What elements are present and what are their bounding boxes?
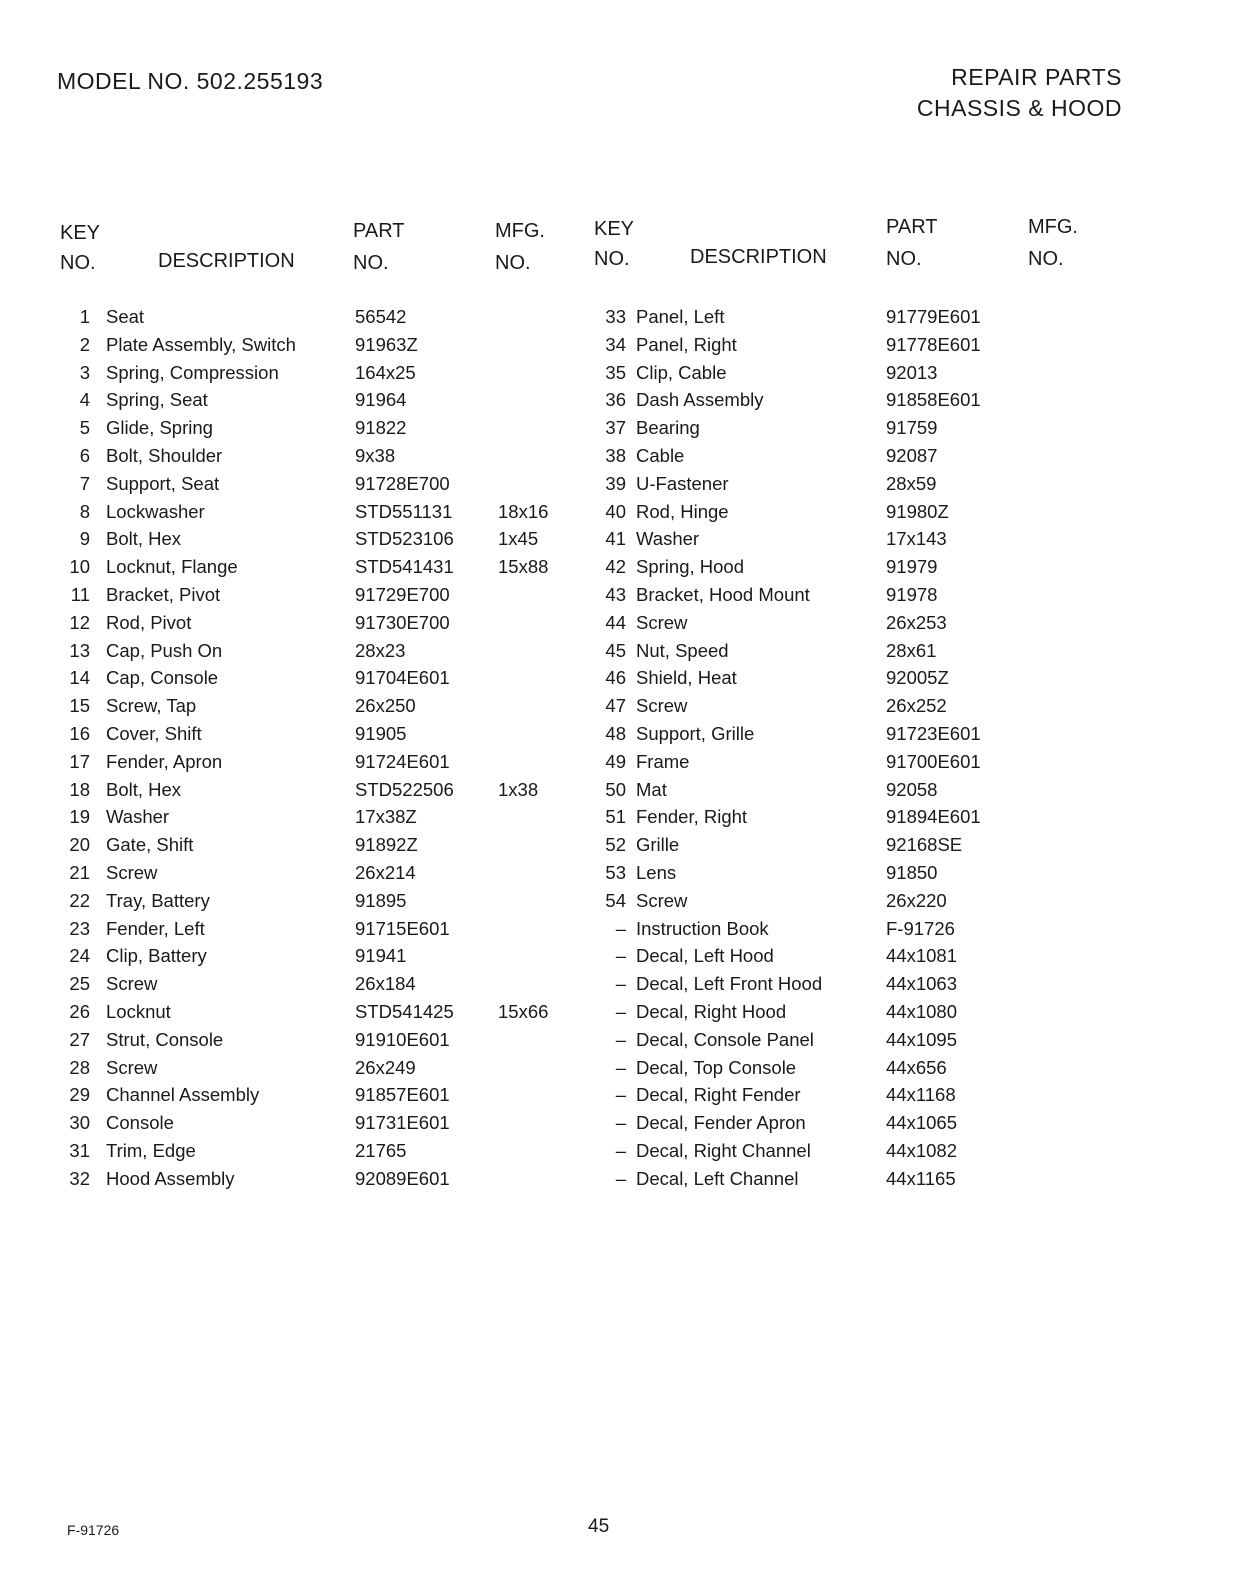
row-part-no: 164x25	[355, 361, 416, 383]
row-description: Screw	[106, 1056, 158, 1078]
row-key-no: 51	[605, 806, 626, 828]
row-description: Bracket, Hood Mount	[636, 583, 810, 605]
row-part-no: 91731E601	[355, 1112, 450, 1134]
row-mfg-no: 1x45	[498, 528, 539, 550]
row-key-no: 41	[605, 528, 626, 550]
document-code: F-91726	[67, 1522, 120, 1538]
table-row	[60, 473, 620, 501]
table-row	[60, 779, 620, 807]
header-part-line1: PART	[886, 216, 938, 238]
row-key-no: 2	[79, 333, 90, 355]
row-key-no: 17	[69, 750, 90, 772]
table-row	[594, 556, 1154, 584]
row-part-no: 44x1082	[886, 1139, 957, 1161]
table-row	[594, 695, 1154, 723]
parts-rows-left	[60, 306, 620, 1196]
row-description: Screw	[106, 973, 158, 995]
table-row	[60, 695, 620, 723]
header-mfg-line1: MFG.	[1028, 216, 1078, 238]
row-description: Spring, Hood	[636, 556, 744, 578]
table-row	[594, 945, 1154, 973]
row-description: Screw, Tap	[106, 695, 197, 717]
row-part-no: 28x59	[886, 472, 937, 494]
row-part-no: 91963Z	[355, 333, 418, 355]
header-part-line1: PART	[353, 220, 405, 242]
row-description: Clip, Battery	[106, 945, 207, 967]
row-part-no: 91979	[886, 556, 938, 578]
table-row	[60, 612, 620, 640]
row-key-no: 33	[605, 306, 626, 327]
row-key-no: 9	[79, 528, 90, 550]
table-row	[594, 501, 1154, 529]
row-key-no: –	[615, 1028, 626, 1050]
row-description: Spring, Compression	[106, 361, 279, 383]
row-description: Bearing	[636, 417, 700, 439]
table-row	[60, 306, 620, 334]
section-title	[917, 62, 1122, 124]
row-description: Cable	[636, 444, 685, 466]
row-key-no: 37	[605, 417, 626, 439]
row-part-no: 44x1165	[886, 1167, 956, 1189]
row-description: Screw	[106, 861, 158, 883]
row-part-no: 91850	[886, 861, 938, 883]
row-part-no: 91858E601	[886, 389, 981, 411]
table-row	[60, 1140, 620, 1168]
row-description: Clip, Cable	[636, 361, 727, 383]
header-key-line1: KEY	[60, 222, 101, 244]
row-key-no: –	[615, 1000, 626, 1022]
row-description: Decal, Left Channel	[636, 1167, 799, 1189]
row-key-no: 38	[605, 444, 626, 466]
table-row	[60, 806, 620, 834]
table-header-right	[594, 216, 1154, 306]
table-row	[60, 890, 620, 918]
row-part-no: 44x1065	[886, 1112, 957, 1134]
row-key-no: 47	[605, 695, 626, 717]
row-description: Washer	[106, 806, 170, 828]
row-key-no: 3	[79, 361, 90, 383]
row-key-no: 45	[605, 639, 626, 661]
row-key-no: 4	[79, 389, 90, 411]
table-row	[594, 918, 1154, 946]
row-description: Instruction Book	[636, 917, 769, 939]
row-key-no: 23	[69, 917, 90, 939]
table-row	[594, 389, 1154, 417]
table-row	[594, 973, 1154, 1001]
table-row	[60, 973, 620, 1001]
row-part-no: 91895	[355, 889, 407, 911]
row-key-no: 19	[69, 806, 90, 828]
row-description: Decal, Left Front Hood	[636, 973, 823, 995]
table-row	[60, 1168, 620, 1196]
row-description: Seat	[106, 306, 145, 327]
table-row	[60, 417, 620, 445]
table-row	[60, 584, 620, 612]
row-description: Shield, Heat	[636, 667, 737, 689]
row-part-no: STD541431	[355, 556, 454, 578]
row-key-no: 12	[69, 611, 90, 633]
table-row	[594, 667, 1154, 695]
row-key-no: –	[615, 973, 626, 995]
row-key-no: 10	[69, 556, 90, 578]
row-mfg-no: 18x16	[498, 500, 549, 522]
row-description: Bolt, Hex	[106, 528, 182, 550]
row-key-no: 48	[605, 722, 626, 744]
row-part-no: 26x220	[886, 889, 947, 911]
row-key-no: 42	[605, 556, 626, 578]
row-mfg-no: 15x66	[498, 1000, 549, 1022]
row-key-no: 15	[69, 695, 90, 717]
table-row	[594, 417, 1154, 445]
row-description: Decal, Fender Apron	[636, 1112, 806, 1134]
row-description: Bolt, Hex	[106, 778, 182, 800]
row-part-no: 91779E601	[886, 306, 981, 327]
row-description: Panel, Right	[636, 333, 737, 355]
table-row	[60, 501, 620, 529]
row-part-no: 91704E601	[355, 667, 450, 689]
header-mfg-line1: MFG.	[495, 220, 545, 242]
row-description: Screw	[636, 611, 688, 633]
row-key-no: 22	[69, 889, 90, 911]
table-row	[60, 834, 620, 862]
row-key-no: 24	[69, 945, 90, 967]
row-part-no: 26x252	[886, 695, 947, 717]
table-row	[594, 1001, 1154, 1029]
row-description: Channel Assembly	[106, 1084, 260, 1106]
row-key-no: 5	[79, 417, 90, 439]
row-key-no: –	[615, 945, 626, 967]
table-row	[594, 1029, 1154, 1057]
row-part-no: 91941	[355, 945, 407, 967]
table-row	[60, 445, 620, 473]
row-part-no: 44x1168	[886, 1084, 956, 1106]
header-mfg-line2: NO.	[495, 252, 531, 274]
row-part-no: 91822	[355, 417, 407, 439]
table-row	[60, 1084, 620, 1112]
table-row	[594, 1112, 1154, 1140]
row-part-no: 92089E601	[355, 1167, 450, 1189]
section-title-line2: CHASSIS & HOOD	[916, 95, 1122, 121]
row-part-no: 91723E601	[886, 722, 981, 744]
row-description: Decal, Top Console	[636, 1056, 797, 1078]
row-part-no: STD523106	[355, 528, 454, 550]
row-key-no: 18	[69, 778, 90, 800]
table-header-left	[60, 216, 620, 306]
header-description: DESCRIPTION	[158, 250, 295, 272]
row-description: Fender, Apron	[106, 750, 223, 772]
row-part-no: 91730E700	[355, 611, 450, 633]
row-description: U-Fastener	[636, 472, 729, 494]
parts-table-right	[594, 216, 1154, 1196]
table-row	[60, 556, 620, 584]
table-row	[594, 584, 1154, 612]
row-key-no: 50	[605, 778, 626, 800]
table-row	[60, 667, 620, 695]
row-description: Washer	[636, 528, 700, 550]
row-key-no: –	[615, 1167, 626, 1189]
table-row	[594, 612, 1154, 640]
row-part-no: 9x38	[355, 444, 396, 466]
row-description: Strut, Console	[106, 1028, 224, 1050]
row-key-no: 16	[69, 722, 90, 744]
row-part-no: 44x656	[886, 1056, 947, 1078]
parts-rows-right	[594, 306, 1154, 1196]
row-description: Support, Seat	[106, 472, 220, 494]
row-part-no: 26x184	[355, 973, 416, 995]
row-part-no: 28x23	[355, 639, 406, 661]
row-description: Tray, Battery	[106, 889, 210, 911]
row-key-no: –	[615, 1112, 626, 1134]
row-part-no: 91910E601	[355, 1028, 450, 1050]
row-key-no: 7	[79, 472, 90, 494]
row-description: Locknut, Flange	[106, 556, 238, 578]
table-row	[60, 918, 620, 946]
table-row	[594, 779, 1154, 807]
row-description: Plate Assembly, Switch	[106, 333, 296, 355]
table-row	[60, 945, 620, 973]
header-mfg-line2: NO.	[1028, 248, 1064, 270]
row-description: Bracket, Pivot	[106, 583, 221, 605]
row-description: Gate, Shift	[106, 834, 194, 856]
row-part-no: F-91726	[886, 917, 955, 939]
row-part-no: 17x38Z	[355, 806, 417, 828]
row-description: Decal, Console Panel	[636, 1028, 814, 1050]
table-row	[594, 834, 1154, 862]
row-part-no: 91978	[886, 583, 938, 605]
row-key-no: –	[615, 917, 626, 939]
row-part-no: 92087	[886, 444, 938, 466]
row-part-no: 91857E601	[355, 1084, 450, 1106]
row-description: Hood Assembly	[106, 1167, 235, 1189]
row-description: Fender, Right	[636, 806, 748, 828]
row-part-no: 26x249	[355, 1056, 416, 1078]
row-part-no: 44x1095	[886, 1028, 957, 1050]
row-key-no: 27	[69, 1028, 90, 1050]
row-description: Cap, Console	[106, 667, 219, 689]
table-row	[594, 862, 1154, 890]
row-key-no: 13	[69, 639, 90, 661]
row-key-no: –	[615, 1056, 626, 1078]
table-row	[594, 445, 1154, 473]
row-part-no: STD522506	[355, 778, 454, 800]
table-row	[60, 389, 620, 417]
table-row	[60, 1057, 620, 1085]
row-key-no: 25	[69, 973, 90, 995]
row-description: Lockwasher	[106, 500, 205, 522]
row-description: Decal, Left Hood	[636, 945, 774, 967]
row-description: Decal, Right Fender	[636, 1084, 801, 1106]
row-part-no: 91894E601	[886, 806, 981, 828]
row-description: Screw	[636, 889, 688, 911]
row-part-no: 91892Z	[355, 834, 418, 856]
header-key-line2: NO.	[594, 248, 630, 270]
row-part-no: 26x250	[355, 695, 416, 717]
row-description: Glide, Spring	[106, 417, 213, 439]
row-key-no: 8	[79, 500, 90, 522]
row-part-no: STD551131	[355, 500, 453, 522]
table-row	[594, 1140, 1154, 1168]
row-description: Lens	[636, 861, 677, 883]
table-row	[60, 1001, 620, 1029]
row-description: Fender, Left	[106, 917, 205, 939]
parts-table-left	[60, 216, 620, 1196]
row-part-no: 92005Z	[886, 667, 949, 689]
table-row	[594, 334, 1154, 362]
table-row	[594, 362, 1154, 390]
header-part-line2: NO.	[353, 252, 389, 274]
row-part-no: 91778E601	[886, 333, 981, 355]
row-key-no: 30	[69, 1112, 90, 1134]
table-row	[594, 1057, 1154, 1085]
row-description: Panel, Left	[636, 306, 725, 327]
row-key-no: 21	[69, 861, 90, 883]
row-part-no: 91700E601	[886, 750, 981, 772]
row-part-no: 44x1080	[886, 1000, 957, 1022]
row-key-no: –	[615, 1139, 626, 1161]
row-key-no: 31	[69, 1139, 90, 1161]
table-row	[594, 751, 1154, 779]
row-part-no: 28x61	[886, 639, 937, 661]
table-row	[60, 1029, 620, 1057]
row-key-no: 43	[605, 583, 626, 605]
row-description: Console	[106, 1112, 174, 1134]
row-part-no: STD541425	[355, 1000, 454, 1022]
table-row	[594, 473, 1154, 501]
table-row	[594, 1168, 1154, 1196]
row-mfg-no: 15x88	[498, 556, 549, 578]
row-description: Decal, Right Channel	[636, 1139, 811, 1161]
row-description: Grille	[636, 834, 680, 856]
row-description: Decal, Right Hood	[636, 1000, 787, 1022]
row-description: Screw	[636, 695, 688, 717]
header-key-line2: NO.	[60, 252, 96, 274]
table-row	[594, 890, 1154, 918]
row-part-no: 91728E700	[355, 472, 450, 494]
row-description: Frame	[636, 750, 690, 772]
row-description: Mat	[636, 778, 667, 800]
table-row	[594, 1084, 1154, 1112]
row-mfg-no: 1x38	[498, 778, 539, 800]
table-row	[60, 1112, 620, 1140]
row-key-no: 6	[79, 444, 90, 466]
row-key-no: 54	[605, 889, 626, 911]
table-row	[594, 528, 1154, 556]
row-key-no: 44	[605, 611, 626, 633]
row-description: Spring, Seat	[106, 389, 208, 411]
row-part-no: 91980Z	[886, 500, 949, 522]
row-key-no: –	[615, 1084, 626, 1106]
row-key-no: 29	[69, 1084, 90, 1106]
row-part-no: 21765	[355, 1139, 407, 1161]
header-description: DESCRIPTION	[690, 246, 827, 268]
row-part-no: 44x1063	[886, 973, 957, 995]
row-part-no: 92013	[886, 361, 938, 383]
row-part-no: 26x214	[355, 861, 416, 883]
table-row	[594, 306, 1154, 334]
header-key-line1: KEY	[594, 218, 635, 240]
row-key-no: 26	[69, 1000, 90, 1022]
row-key-no: 46	[605, 667, 626, 689]
model-number: MODEL NO. 502.255193	[57, 68, 324, 94]
row-key-no: 36	[605, 389, 626, 411]
row-key-no: 11	[70, 583, 90, 605]
table-row	[60, 723, 620, 751]
row-description: Locknut	[106, 1000, 171, 1022]
row-part-no: 92168SE	[886, 834, 963, 856]
row-key-no: 32	[69, 1167, 90, 1189]
row-key-no: 49	[605, 750, 626, 772]
row-description: Rod, Pivot	[106, 611, 192, 633]
table-row	[60, 528, 620, 556]
table-row	[594, 640, 1154, 668]
row-key-no: 40	[605, 500, 626, 522]
table-row	[60, 862, 620, 890]
row-part-no: 91964	[355, 389, 407, 411]
row-part-no: 91759	[886, 417, 938, 439]
row-part-no: 44x1081	[886, 945, 957, 967]
row-key-no: 1	[79, 306, 90, 327]
row-key-no: 20	[69, 834, 90, 856]
row-key-no: 53	[605, 861, 626, 883]
table-row	[594, 723, 1154, 751]
table-row	[60, 751, 620, 779]
row-description: Nut, Speed	[636, 639, 729, 661]
row-key-no: 34	[605, 333, 626, 355]
row-description: Support, Grille	[636, 722, 755, 744]
row-description: Cap, Push On	[106, 639, 223, 661]
row-part-no: 92058	[886, 778, 938, 800]
section-title-line1: REPAIR PARTS	[951, 64, 1122, 90]
row-part-no: 17x143	[886, 528, 947, 550]
table-row	[594, 806, 1154, 834]
header-part-line2: NO.	[886, 248, 922, 270]
row-key-no: 14	[69, 667, 90, 689]
row-part-no: 56542	[355, 306, 407, 327]
row-key-no: 39	[605, 472, 626, 494]
table-row	[60, 334, 620, 362]
table-row	[60, 362, 620, 390]
row-part-no: 91715E601	[355, 917, 450, 939]
page-number: 45	[588, 1516, 610, 1537]
row-part-no: 26x253	[886, 611, 947, 633]
row-key-no: 35	[605, 361, 626, 383]
table-row	[60, 640, 620, 668]
row-description: Trim, Edge	[106, 1139, 196, 1161]
row-key-no: 52	[605, 834, 626, 856]
row-part-no: 91724E601	[355, 750, 450, 772]
row-description: Bolt, Shoulder	[106, 444, 223, 466]
row-part-no: 91729E700	[355, 583, 450, 605]
row-key-no: 28	[69, 1056, 90, 1078]
row-description: Cover, Shift	[106, 722, 202, 744]
row-part-no: 91905	[355, 722, 407, 744]
row-description: Rod, Hinge	[636, 500, 729, 522]
row-description: Dash Assembly	[636, 389, 764, 411]
